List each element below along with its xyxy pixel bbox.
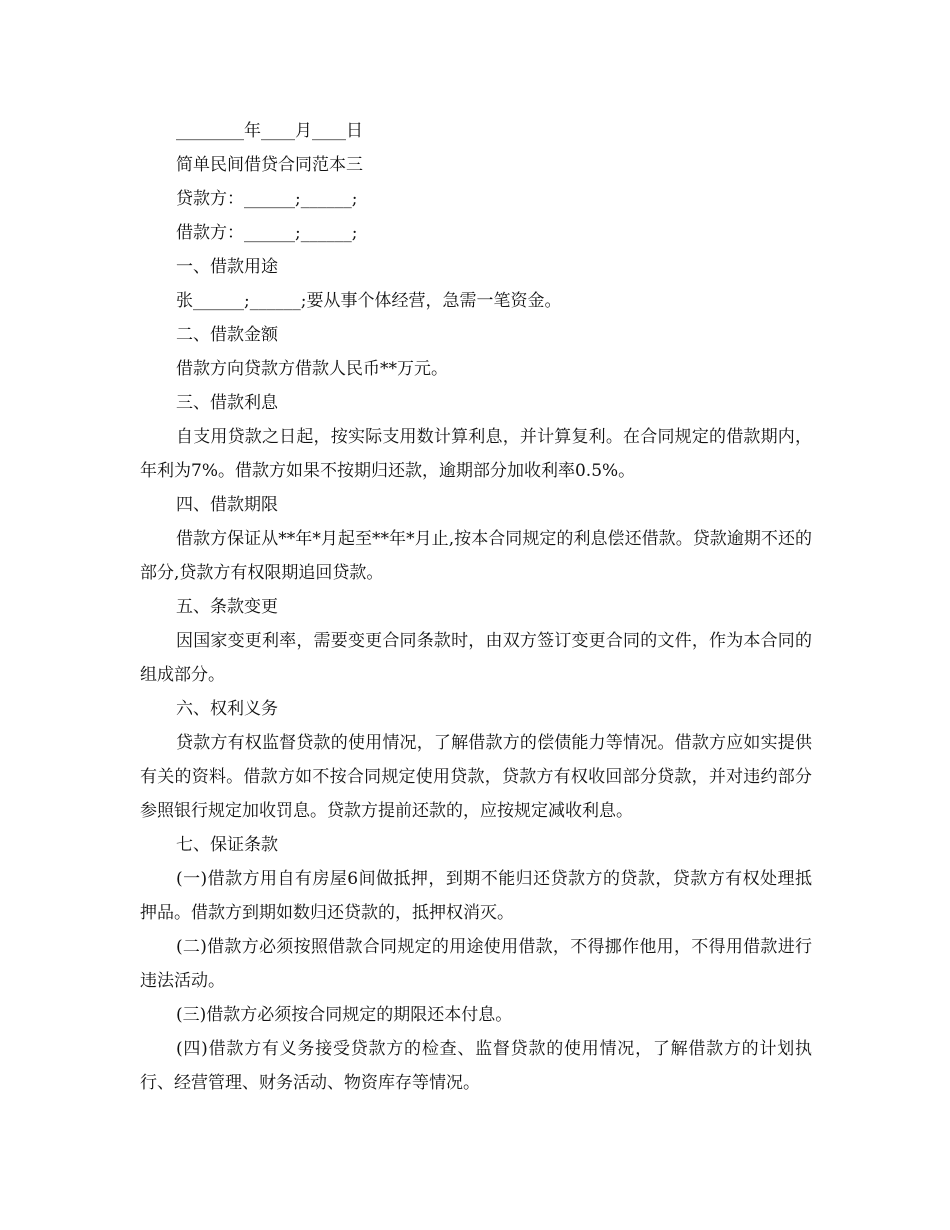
guarantee-clause-3: (三)借款方必须按合同规定的期限还本付息。 <box>176 1005 513 1025</box>
section-text-interest: 自支用贷款之日起，按实际支用数计算利息，并计算复利。在合同规定的借款期内，年利为7%。借款方如果不按期归还款，逾期部分加收利率0.5%。 <box>140 427 812 481</box>
section-heading-interest: 三、借款利息 <box>176 393 278 413</box>
section-text-rights: 贷款方有权监督贷款的使用情况，了解借款方的偿债能力等情况。借款方应如实提供有关的资料。借款方如不按合同规定使用贷款，贷款方有权收回部分贷款，并对违约部分参照银行规定加收罚息。贷款方提前还款的，应按规定减收利息。 <box>140 733 812 821</box>
section-heading-change: 五、条款变更 <box>176 597 278 617</box>
section-heading-amount: 二、借款金额 <box>176 325 278 345</box>
section-heading-rights: 六、权利义务 <box>176 699 278 719</box>
section-heading-guarantee: 七、保证条款 <box>176 835 278 855</box>
lender-line: 贷款方：______;______; <box>176 189 358 209</box>
document-body <box>140 114 812 1100</box>
section-text-change: 因国家变更利率，需要变更合同条款时，由双方签订变更合同的文件，作为本合同的组成部分。 <box>140 631 812 685</box>
contract-title: 简单民间借贷合同范本三 <box>176 155 363 175</box>
section-text-purpose: 张______;______;要从事个体经营，急需一笔资金。 <box>176 291 562 311</box>
section-text-term: 借款方保证从**年*月起至**年*月止,按本合同规定的利息偿还借款。贷款逾期不还的部分,贷款方有权限期追回贷款。 <box>140 529 812 583</box>
guarantee-clause-4: (四)借款方有义务接受贷款方的检查、监督贷款的使用情况，了解借款方的计划执行、经营管理、财务活动、物资库存等情况。 <box>140 1039 812 1093</box>
borrower-line: 借款方：______;______; <box>176 223 358 243</box>
date-line: ________年____月____日 <box>176 121 363 141</box>
section-text-amount: 借款方向贷款方借款人民币**万元。 <box>176 359 448 379</box>
guarantee-clause-2: (二)借款方必须按照借款合同规定的用途使用借款，不得挪作他用，不得用借款进行违法活动。 <box>140 937 812 991</box>
guarantee-clause-1: (一)借款方用自有房屋6间做抵押，到期不能归还贷款方的贷款，贷款方有权处理抵押品。借款方到期如数归还贷款的，抵押权消灭。 <box>140 869 812 923</box>
section-heading-term: 四、借款期限 <box>176 495 278 515</box>
section-heading-purpose: 一、借款用途 <box>176 257 278 277</box>
